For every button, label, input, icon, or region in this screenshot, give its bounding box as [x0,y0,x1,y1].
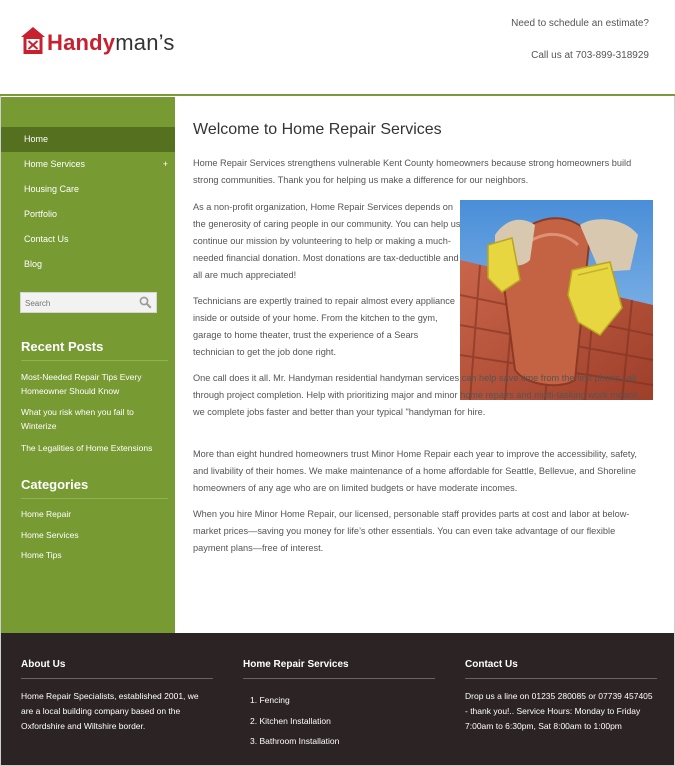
page-title: Welcome to Home Repair Services [193,121,442,138]
magnifier-icon[interactable] [139,296,152,309]
footer-service-link[interactable]: 1. Fencing [250,695,290,705]
recent-post-link[interactable]: What you risk when you fail to Winterize [21,407,134,431]
footer-contact [465,659,657,734]
eight-hundred-paragraph: More than eight hundred homeowners trust Minor Home Repair each year to improve the accessibility, safety, and livability of their homes. We make maintenance of a home affordable for Seattle, Bellevue, and Shoreline homeowners of any age who are on limited budgets or have moderate incomes. [193,449,637,493]
one-call-paragraph: One call does it all. Mr. Handyman residential handyman services can help save time from the first phone call through project completion. Help with prioritizing major and minor home repairs and multi-tasking work means we complete jobs faster and better than your typical "handyman for hire. [193,373,638,417]
nav-item-label: Contact Us [24,234,69,244]
footer-service-link[interactable]: 2. Kitchen Installation [250,715,331,726]
logo-strong-text: Handy [47,30,116,55]
logo-rest-text: man’s [115,30,175,55]
house-tools-icon [20,26,46,56]
footer-services [243,659,435,752]
footer-service-link[interactable]: 3. Bathroom Installation [250,736,340,746]
hire-paragraph: When you hire Minor Home Repair, our licensed, personable staff provides parts at cost and labor at below-market prices—saving you money for life’s other essentials. You can even take advantage of our flexible payment plans—free of interest. [193,509,630,553]
nav-item-home-services[interactable] [1,152,175,177]
nav-item-label: Portfolio [24,209,58,219]
footer-about-heading: About Us [21,659,213,679]
nav-item-contact-us[interactable] [1,227,175,252]
nav-item-label: Housing Care [24,184,80,194]
search-input[interactable] [21,294,131,313]
expand-plus-icon[interactable]: + [162,159,168,169]
call-us-text: Call us at 703-899-318929 [531,50,649,61]
technicians-paragraph: Technicians are expertly trained to repair almost every appliance inside or outside of your home. From the kitchen to the gym, garage to home theater, trust the experience of a Sears technician to get the job done right. [193,296,455,357]
nav-item-blog[interactable] [1,252,175,277]
categories-heading: Categories [21,477,168,499]
footer-services-heading: Home Repair Services [243,659,435,679]
nav-item-home[interactable] [1,127,175,152]
nav-item-label: Home [24,134,49,144]
main-nav [1,127,175,277]
site-logo[interactable] [20,20,175,56]
footer-services-list [243,690,435,752]
category-link-home-services[interactable]: Home Services [21,530,79,540]
nav-item-portfolio[interactable] [1,202,175,227]
footer-contact-text: Drop us a line on 01235 280085 or 07739 457405 - thank you!.. Service Hours: Monday to Friday 7:00am to 6:30pm, Sat 8:00am to 1:00pm [465,691,653,731]
recent-post-link[interactable]: The Legalities of Home Extensions [21,443,153,453]
footer-about-text: Home Repair Specialists, established 2001, we are a local building company based on the Oxfordshire and Wiltshire border. [21,691,199,731]
site-header [0,0,675,96]
schedule-estimate-text: Need to schedule an estimate? [511,18,649,29]
nav-item-label: Blog [24,259,43,269]
nonprofit-paragraph: As a non-profit organization, Home Repair Services depends on the generosity of caring people in our community. You can help us continue our mission by volunteering to help or making a much-needed financial donation. Most donations are tax-deductible and all are much appreciated! [193,202,461,280]
footer-about [21,659,213,734]
site-footer [1,633,674,765]
nav-item-housing-care[interactable] [1,177,175,202]
intro-paragraph: Home Repair Services strengthens vulnerable Kent County homeowners because strong homeowners build strong communities. Thank you for helping us make a difference for our neighbors. [193,158,632,185]
logo-wordmark [47,30,175,56]
category-link-home-tips[interactable]: Home Tips [21,550,62,560]
sidebar [1,97,175,633]
category-link-home-repair[interactable]: Home Repair [21,509,72,519]
search-box [20,292,157,313]
recent-post-link[interactable]: Most-Needed Repair Tips Every Homeowner Should Know [21,372,142,396]
nav-item-label: Home Services [24,159,86,169]
footer-contact-heading: Contact Us [465,659,657,679]
recent-posts-heading: Recent Posts [21,339,168,361]
